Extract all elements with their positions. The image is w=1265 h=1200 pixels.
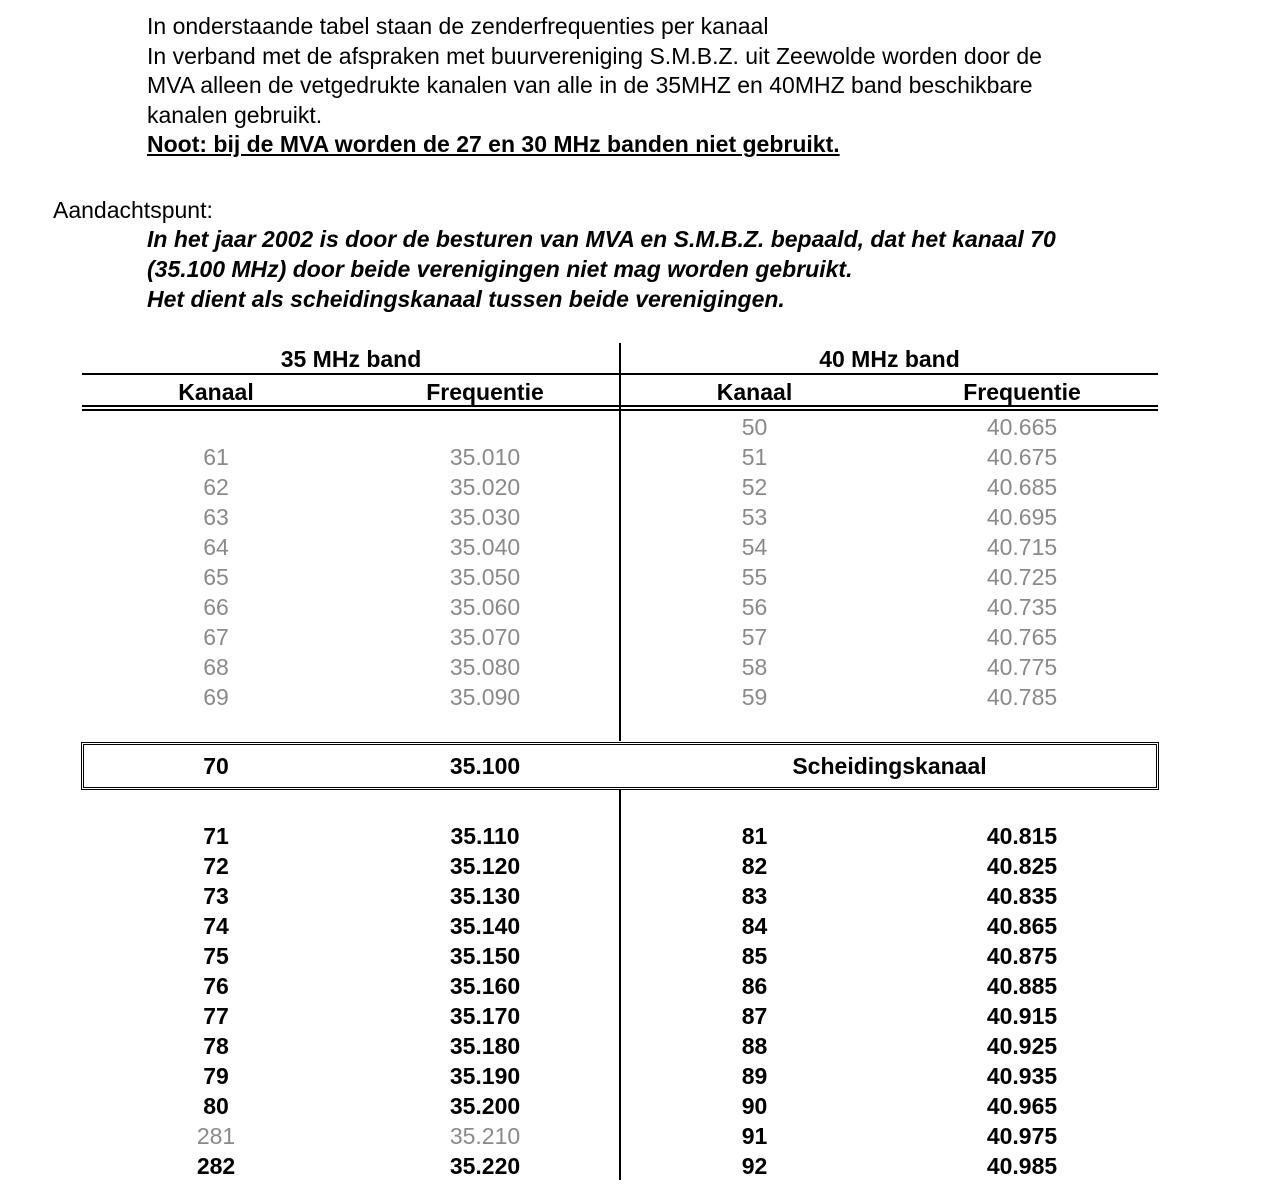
table-cell: 35.080 xyxy=(449,654,521,680)
table-cell: 55 xyxy=(741,564,768,590)
col-frequentie-35: Frequentie xyxy=(426,379,544,405)
table-cell: 35.030 xyxy=(449,504,521,530)
table-cell: 73 xyxy=(203,883,229,909)
table-cell: 282 xyxy=(196,1153,236,1179)
table-cell xyxy=(350,412,620,442)
table-cell: 35.220 xyxy=(449,1153,521,1179)
table-cell: 40.685 xyxy=(986,474,1058,500)
table-cell: 52 xyxy=(741,474,768,500)
table-cell: 83 xyxy=(741,883,768,909)
table-cell: 74 xyxy=(203,913,229,939)
table-cell: 40.735 xyxy=(986,594,1058,620)
table-cell: 78 xyxy=(203,1033,229,1059)
table-cell: 35.020 xyxy=(449,474,521,500)
table-cell: 71 xyxy=(203,823,229,849)
col-kanaal-40: Kanaal xyxy=(716,379,793,405)
table-cell: 67 xyxy=(203,624,229,650)
table-cell: 40.765 xyxy=(986,624,1058,650)
table-cell: 40.675 xyxy=(986,444,1058,470)
table-cell: 35.160 xyxy=(449,973,521,999)
table-cell: 40.915 xyxy=(986,1003,1058,1029)
table-cell: 35.130 xyxy=(449,883,521,909)
intro-note: Noot: bij de MVA worden de 27 en 30 MHz banden niet gebruikt. xyxy=(147,131,840,157)
upper-left-freq-column xyxy=(350,412,620,712)
table-cell: 40.925 xyxy=(986,1033,1058,1059)
table-cell: 35.140 xyxy=(449,913,521,939)
table-cell: 58 xyxy=(741,654,768,680)
table-cell: 35.180 xyxy=(449,1033,521,1059)
table-cell: 35.200 xyxy=(449,1093,521,1119)
lower-left-freq-column xyxy=(350,821,620,1181)
table-cell: 40.815 xyxy=(986,823,1058,849)
upper-left-kanaal-column xyxy=(82,412,350,712)
intro-line: kanalen gebruikt. xyxy=(147,101,323,128)
table-cell: 65 xyxy=(203,564,229,590)
upper-right-freq-column xyxy=(887,412,1157,712)
attention-line: Het dient als scheidingskanaal tussen beide verenigingen. xyxy=(147,286,785,312)
table-cell: 40.885 xyxy=(986,973,1058,999)
table-cell: 53 xyxy=(741,504,768,530)
table-cell: 40.715 xyxy=(986,534,1058,560)
intro-paragraph xyxy=(147,12,1227,160)
table-cell: 40.985 xyxy=(986,1153,1058,1179)
table-cell: 75 xyxy=(203,943,229,969)
table-cell: 40.865 xyxy=(986,913,1058,939)
table-cell: 35.040 xyxy=(449,534,521,560)
band-35-heading: 35 MHz band xyxy=(280,346,422,372)
table-cell: 35.120 xyxy=(449,853,521,879)
table-cell: 40.725 xyxy=(986,564,1058,590)
table-cell: 63 xyxy=(203,504,229,530)
table-cell: 35.190 xyxy=(449,1063,521,1089)
intro-line: In verband met de afspraken met buurvereniging S.M.B.Z. uit Zeewolde worden door de xyxy=(147,42,1042,69)
table-cell xyxy=(82,412,350,442)
table-cell: 64 xyxy=(203,534,229,560)
table-cell: 35.060 xyxy=(449,594,521,620)
band-40-heading: 40 MHz band xyxy=(819,346,960,372)
lower-right-freq-column xyxy=(887,821,1157,1181)
table-cell: 81 xyxy=(741,823,768,849)
attention-text xyxy=(147,224,1056,314)
table-cell: 89 xyxy=(741,1063,768,1089)
table-cell: 40.875 xyxy=(986,943,1058,969)
table-cell: 54 xyxy=(741,534,768,560)
table-cell: 77 xyxy=(203,1003,229,1029)
lower-left-kanaal-column xyxy=(82,821,350,1181)
table-cell: 56 xyxy=(741,594,768,620)
table-cell: 35.090 xyxy=(449,684,521,710)
table-cell: 35.050 xyxy=(449,564,521,590)
table-cell: 80 xyxy=(203,1093,229,1119)
table-cell: 281 xyxy=(196,1123,236,1149)
table-cell: 61 xyxy=(203,444,229,470)
table-cell: 40.825 xyxy=(986,853,1058,879)
separation-label: Scheidingskanaal xyxy=(792,753,987,779)
separation-kanaal: 70 xyxy=(203,753,229,779)
table-cell: 35.070 xyxy=(449,624,521,650)
table-cell: 72 xyxy=(203,853,229,879)
table-cell: 68 xyxy=(203,654,229,680)
table-cell: 76 xyxy=(203,973,229,999)
table-cell: 35.150 xyxy=(449,943,521,969)
attention-line: (35.100 MHz) door beide verenigingen niet mag worden gebruikt. xyxy=(147,256,853,282)
table-cell: 50 xyxy=(741,414,768,440)
table-cell: 92 xyxy=(741,1153,768,1179)
table-cell: 66 xyxy=(203,594,229,620)
table-cell: 69 xyxy=(203,684,229,710)
table-cell: 35.010 xyxy=(449,444,521,470)
table-cell: 88 xyxy=(741,1033,768,1059)
table-cell: 59 xyxy=(741,684,768,710)
intro-line: In onderstaande tabel staan de zenderfrequenties per kanaal xyxy=(147,13,769,39)
attention-line: In het jaar 2002 is door de besturen van MVA en S.M.B.Z. bepaald, dat het kanaal 70 xyxy=(147,226,1056,252)
table-cell: 51 xyxy=(741,444,768,470)
table-cell: 40.975 xyxy=(986,1123,1058,1149)
upper-right-kanaal-column xyxy=(622,412,887,712)
table-cell: 40.695 xyxy=(986,504,1058,530)
intro-line: MVA alleen de vetgedrukte kanalen van alle in de 35MHZ en 40MHZ band beschikbare xyxy=(147,72,1033,98)
lower-right-kanaal-column xyxy=(622,821,887,1181)
table-cell: 40.835 xyxy=(986,883,1058,909)
attention-label: Aandachtspunt: xyxy=(53,197,213,223)
separation-frequency: 35.100 xyxy=(449,753,521,779)
table-cell: 35.170 xyxy=(449,1003,521,1029)
col-frequentie-40: Frequentie xyxy=(963,379,1081,405)
table-cell: 57 xyxy=(741,624,768,650)
table-cell: 40.775 xyxy=(986,654,1058,680)
table-cell: 91 xyxy=(741,1123,768,1149)
table-cell: 79 xyxy=(203,1063,229,1089)
table-cell: 40.665 xyxy=(986,414,1058,440)
table-cell: 86 xyxy=(741,973,768,999)
table-cell: 87 xyxy=(741,1003,768,1029)
table-cell: 90 xyxy=(741,1093,768,1119)
table-cell: 40.785 xyxy=(986,684,1058,710)
table-cell: 35.210 xyxy=(449,1123,521,1149)
table-cell: 40.965 xyxy=(986,1093,1058,1119)
table-cell: 82 xyxy=(741,853,768,879)
table-cell: 85 xyxy=(741,943,768,969)
table-cell: 62 xyxy=(203,474,229,500)
col-kanaal-35: Kanaal xyxy=(178,379,254,405)
table-cell: 84 xyxy=(741,913,768,939)
table-cell: 35.110 xyxy=(450,823,520,849)
table-cell: 40.935 xyxy=(986,1063,1058,1089)
